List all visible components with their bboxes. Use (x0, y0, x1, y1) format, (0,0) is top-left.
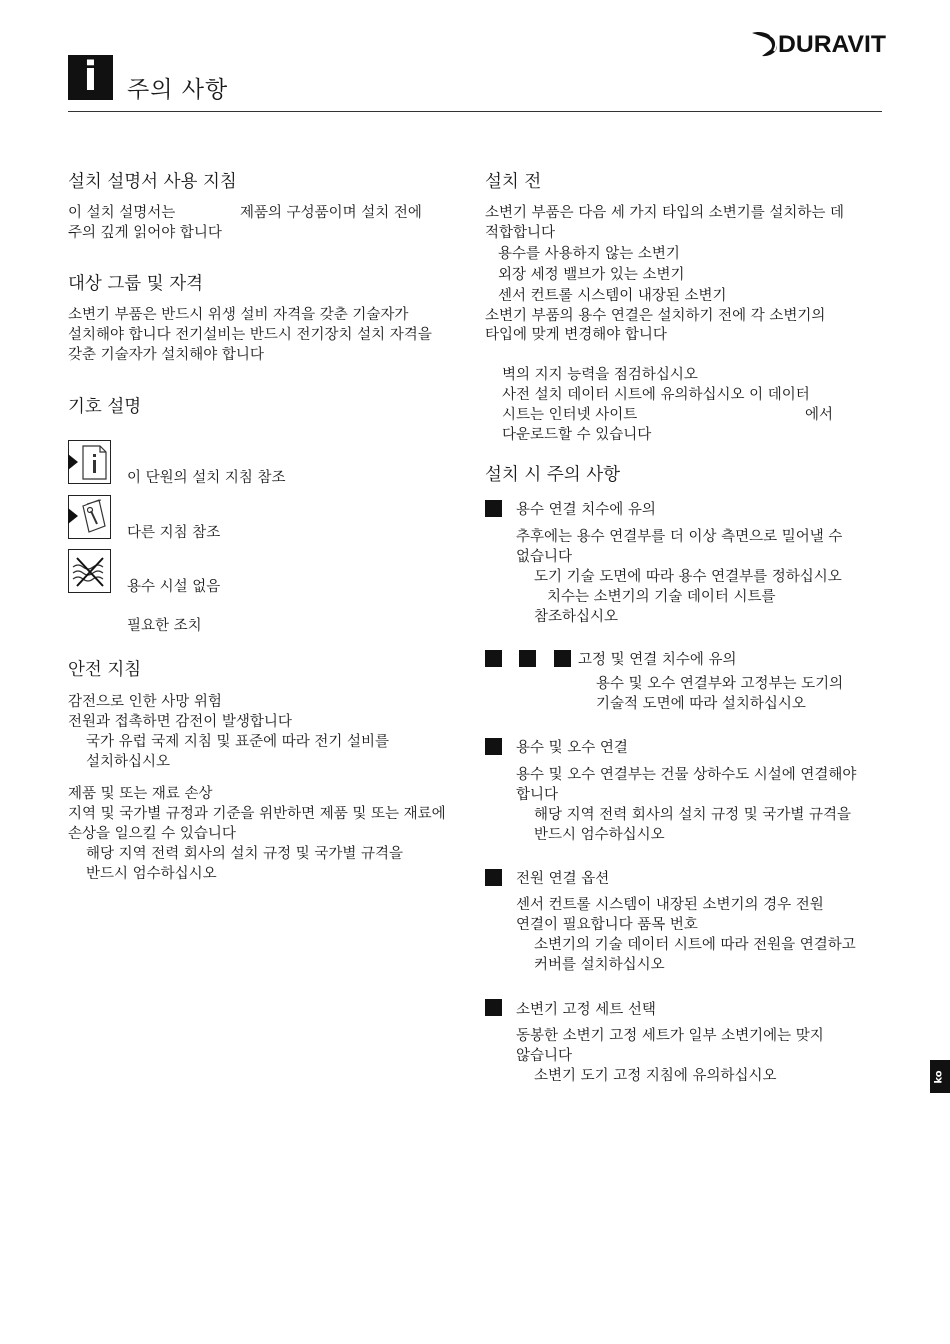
before-install-text: 외장 세정 밸브가 있는 소변기 (498, 267, 685, 283)
duravit-logo-icon (750, 26, 890, 60)
note-text: 소변기 도기 고정 지침에 유의하십시오 (534, 1068, 777, 1084)
safety-text: 지역 및 국가별 규정과 기준을 위반하면 제품 및 또는 재료에 (68, 806, 446, 822)
note-title: 전원 연결 옵션 (516, 871, 610, 887)
note-text: 않습니다 (516, 1048, 573, 1064)
manual-usage-text: 제품의 구성품이며 설치 전에 (240, 205, 422, 221)
before-install-text: 타입에 맞게 변경해야 합니다 (485, 327, 667, 343)
info-badge (68, 55, 113, 100)
symbol-desc: 다른 지침 참조 (127, 525, 221, 541)
section-heading-before-install: 설치 전 (485, 172, 542, 192)
step-marker-icon (485, 738, 502, 755)
before-install-text: 다운로드할 수 있습니다 (502, 427, 652, 443)
before-install-text: 소변기 부품의 용수 연결은 설치하기 전에 각 소변기의 (485, 308, 826, 324)
step-marker-icon (519, 650, 536, 667)
before-install-text: 사전 설치 데이터 시트에 유의하십시오 이 데이터 (502, 387, 810, 403)
safety-text: 해당 지역 전력 회사의 설치 규정 및 국가별 규격을 (86, 846, 404, 862)
no-water-icon (68, 549, 111, 593)
before-install-text: 용수를 사용하지 않는 소변기 (498, 246, 680, 262)
before-install-text: 시트는 인터넷 사이트 (502, 407, 638, 423)
pointer-arrow-icon (68, 454, 78, 470)
note-text: 용수 및 오수 연결부와 고정부는 도기의 (596, 676, 844, 692)
safety-text: 감전으로 인한 사망 위험 (68, 694, 222, 710)
before-install-text: 소변기 부품은 다음 세 가지 타입의 소변기를 설치하는 데 (485, 205, 845, 221)
header-rule (68, 111, 882, 112)
safety-text: 국가 유럽 국제 지침 및 표준에 따라 전기 설비를 (86, 734, 390, 750)
note-text: 동봉한 소변기 고정 세트가 일부 소변기에는 맞지 (516, 1028, 824, 1044)
step-marker-icon (485, 869, 502, 886)
note-text: 추후에는 용수 연결부를 더 이상 측면으로 밀어낼 수 (516, 529, 843, 545)
step-marker-icon (485, 999, 502, 1016)
pointer-arrow-icon (68, 508, 78, 524)
symbol-desc: 필요한 조치 (127, 618, 202, 634)
section-heading-safety: 안전 지침 (68, 660, 142, 680)
note-text: 소변기의 기술 데이터 시트에 따라 전원을 연결하고 (534, 937, 856, 953)
note-text: 합니다 (516, 787, 559, 803)
note-text: 커버를 설치하십시오 (534, 957, 665, 973)
brand-logo (750, 26, 890, 60)
before-install-text: 센서 컨트롤 시스템이 내장된 소변기 (498, 288, 727, 304)
note-title: 소변기 고정 세트 선택 (516, 1002, 656, 1018)
page-title: 주의 사항 (127, 77, 229, 103)
manual-usage-text: 이 설치 설명서는 (68, 205, 176, 221)
target-group-text: 설치해야 합니다 전기설비는 반드시 전기장치 설치 자격을 (68, 327, 432, 343)
symbol-desc: 용수 시설 없음 (127, 579, 221, 595)
target-group-text: 소변기 부품은 반드시 위생 설비 자격을 갖춘 기술자가 (68, 307, 409, 323)
brand-wordmark: DURAVIT (778, 31, 887, 58)
section-heading-target-group: 대상 그룹 및 자격 (68, 274, 204, 294)
note-text: 기술적 도면에 따라 설치하십시오 (596, 696, 806, 712)
manual-usage-text: 주의 깊게 읽어야 합니다 (68, 225, 222, 241)
language-tab-label: ko (933, 1070, 945, 1084)
section-heading-manual-usage: 설치 설명서 사용 지침 (68, 172, 237, 192)
before-install-text: 적합합니다 (485, 225, 556, 241)
language-tab (930, 1060, 950, 1093)
safety-text: 반드시 엄수하십시오 (86, 866, 217, 882)
note-title: 고정 및 연결 치수에 유의 (578, 652, 737, 668)
step-marker-icon (485, 500, 502, 517)
note-title: 용수 연결 치수에 유의 (516, 502, 656, 518)
note-text: 참조하십시오 (534, 609, 619, 625)
safety-text: 설치하십시오 (86, 754, 171, 770)
symbol-desc: 이 단원의 설치 지침 참조 (127, 470, 286, 486)
note-title: 용수 및 오수 연결 (516, 740, 628, 756)
safety-text: 제품 및 또는 재료 손상 (68, 786, 213, 802)
note-text: 연결이 필요합니다 품목 번호 (516, 917, 698, 933)
step-marker-icon (485, 650, 502, 667)
info-icon: i (83, 54, 98, 100)
note-text: 치수는 소변기의 기술 데이터 시트를 (547, 589, 776, 605)
section-heading-install-notes: 설치 시 주의 사항 (485, 465, 621, 485)
before-install-text: 에서 (805, 407, 834, 423)
note-text: 용수 및 오수 연결부는 건물 상하수도 시설에 연결해야 (516, 767, 857, 783)
safety-text: 전원과 접촉하면 감전이 발생합니다 (68, 714, 292, 730)
target-group-text: 갖춘 기술자가 설치해야 합니다 (68, 347, 264, 363)
note-text: 센서 컨트롤 시스템이 내장된 소변기의 경우 전원 (516, 897, 824, 913)
note-text: 반드시 엄수하십시오 (534, 827, 665, 843)
section-heading-symbols: 기호 설명 (68, 397, 142, 417)
note-text: 없습니다 (516, 549, 573, 565)
safety-text: 손상을 일으킬 수 있습니다 (68, 826, 236, 842)
step-marker-icon (554, 650, 571, 667)
note-text: 도기 기술 도면에 따라 용수 연결부를 정하십시오 (534, 569, 842, 585)
before-install-text: 벽의 지지 능력을 점검하십시오 (502, 367, 698, 383)
note-text: 해당 지역 전력 회사의 설치 규정 및 국가별 규격을 (534, 807, 852, 823)
